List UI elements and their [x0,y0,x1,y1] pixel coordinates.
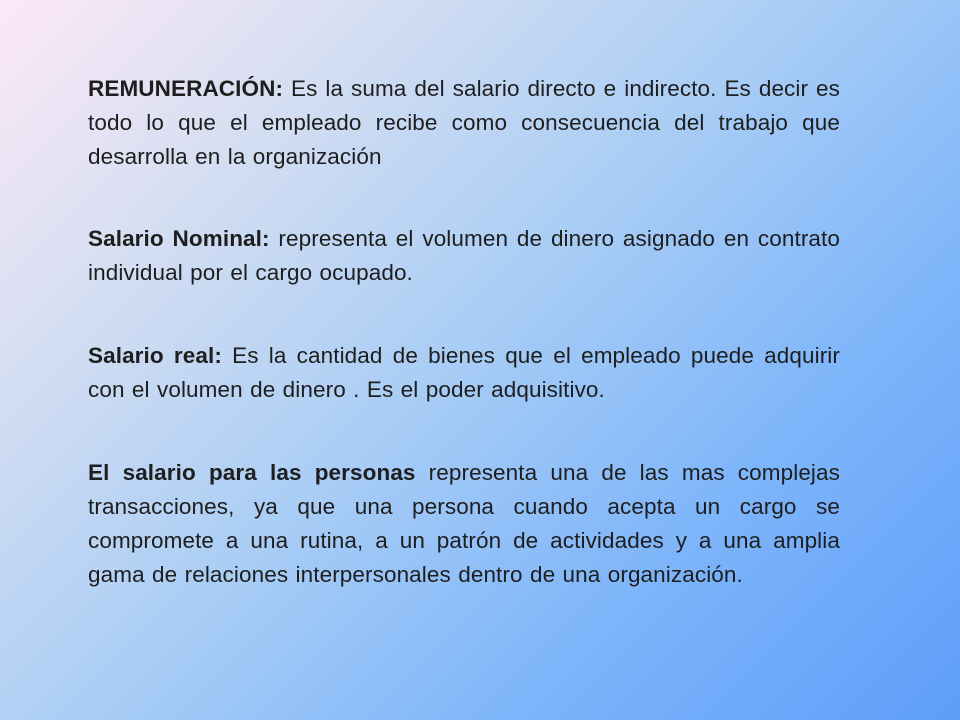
definition-remuneracion: Es la suma del salario directo e indirecto. Es decir es todo lo que el empleado recibe como consecuencia del trabajo que desarrolla en la organización [88,76,840,169]
paragraph-remuneracion [88,72,840,174]
definition-salario-nominal: representa el volumen de dinero asignado en contrato individual por el cargo ocupado. [88,226,840,285]
term-remuneracion: REMUNERACIÓN: [88,76,284,101]
term-salario-nominal: Salario Nominal: [88,226,270,251]
definition-salario-personas: representa una de las mas complejas transacciones, ya que una persona cuando acepta un cargo se compromete a una rutina, a un patrón de actividades y a una amplia gama de relaciones interpersonales dentro de una organización. [88,460,840,587]
term-salario-real: Salario real: [88,343,222,368]
paragraph-salario-nominal [88,222,840,290]
definition-salario-real: Es la cantidad de bienes que el empleado puede adquirir con el volumen de dinero . Es el poder adquisitivo. [88,343,840,402]
paragraph-salario-real [88,339,840,407]
slide-body [88,72,840,592]
term-salario-personas: El salario para las personas [88,460,416,485]
paragraph-salario-personas [88,456,840,592]
